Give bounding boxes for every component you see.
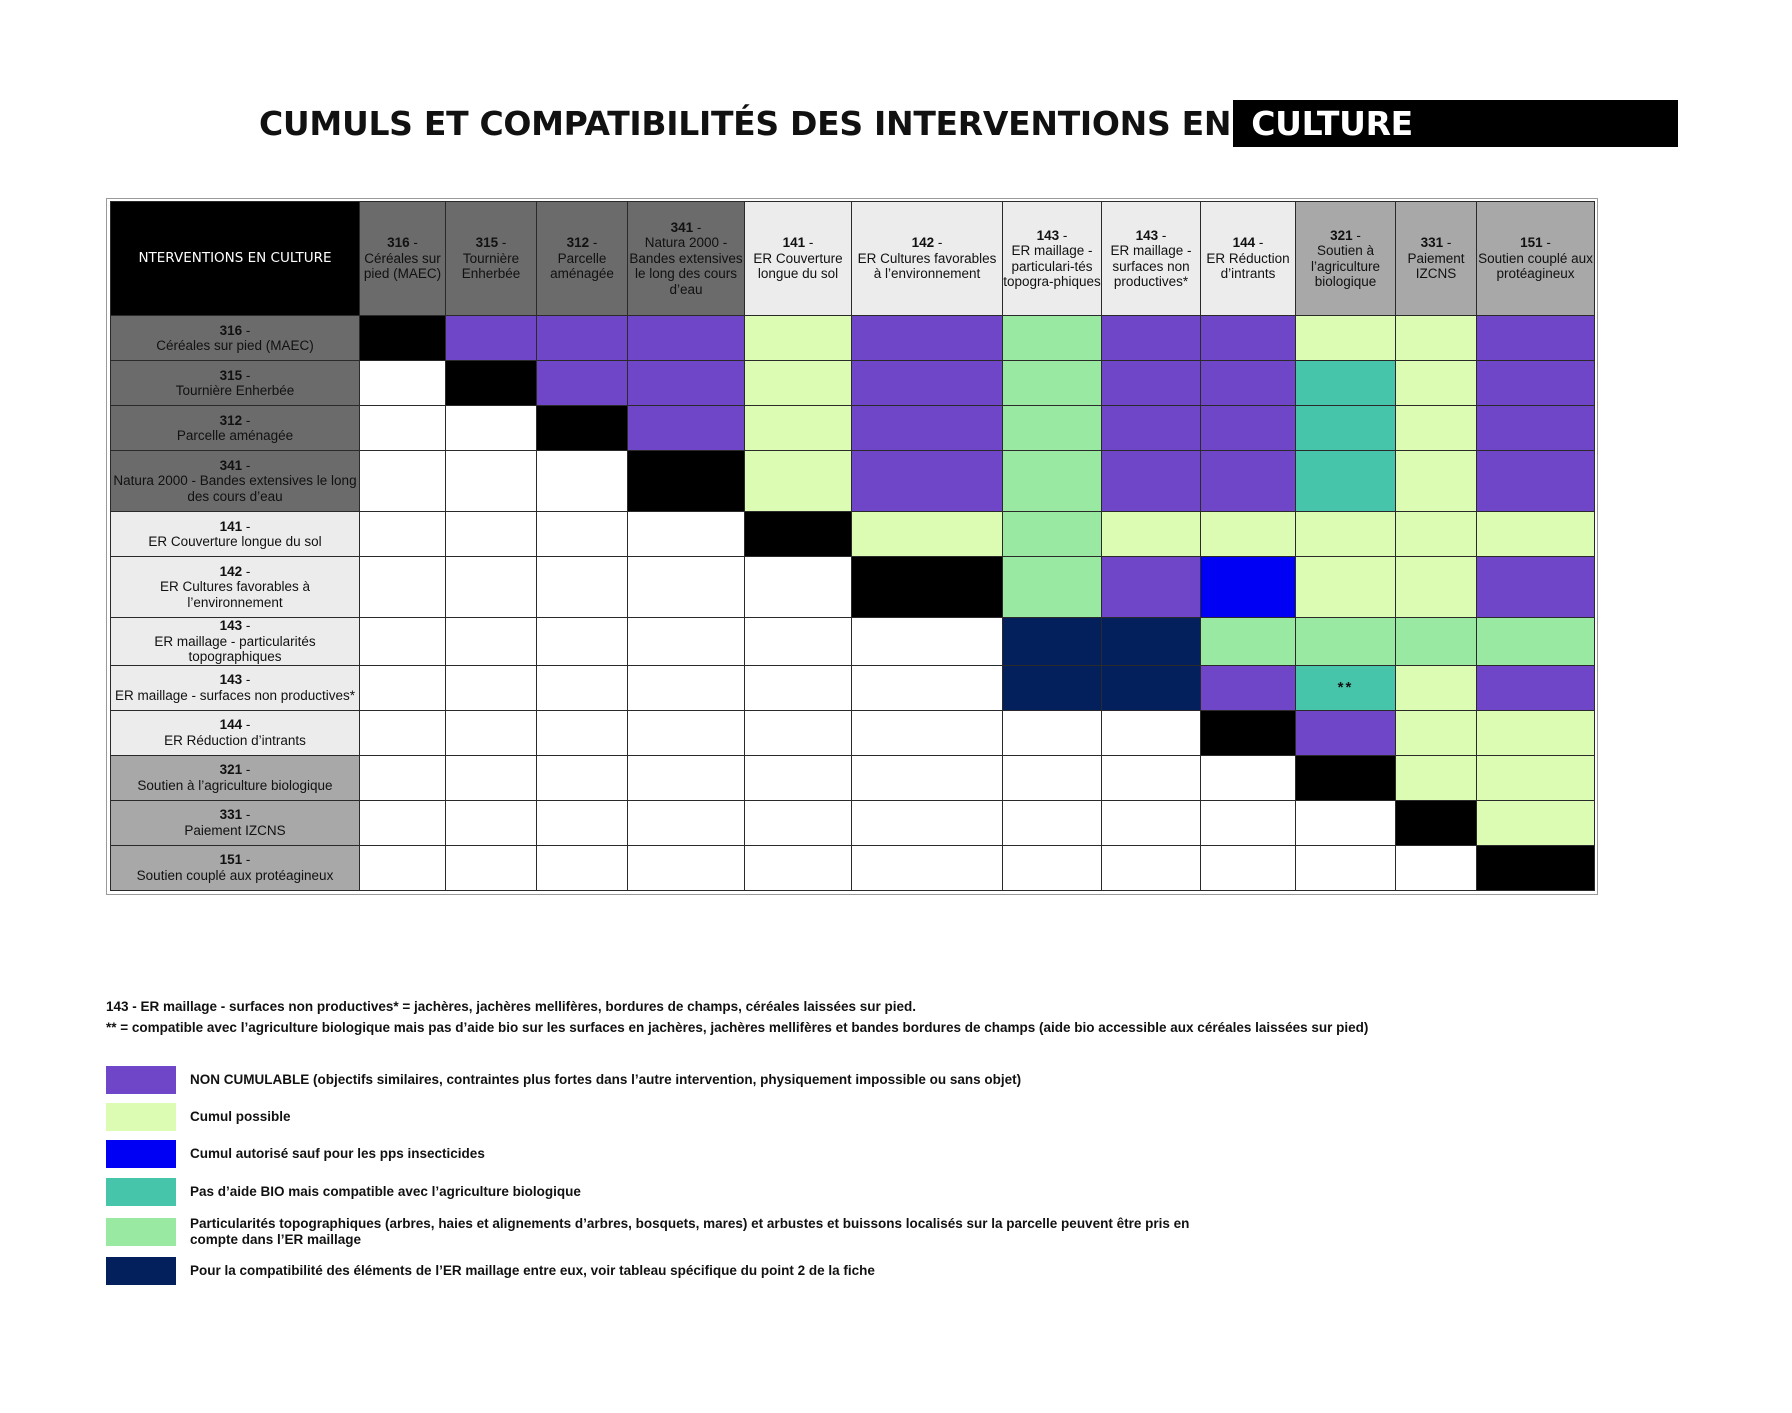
matrix-cell [745, 557, 852, 618]
matrix-cell [446, 316, 537, 361]
matrix-cell [745, 755, 852, 800]
matrix-cell [446, 557, 537, 618]
matrix-cell [1296, 512, 1396, 557]
legend-swatch [106, 1140, 176, 1168]
row-header [111, 618, 360, 666]
legend-swatch [106, 1066, 176, 1094]
matrix-cell [1477, 800, 1595, 845]
table-row [111, 557, 1595, 618]
legend-swatch [106, 1257, 176, 1285]
column-header [1201, 202, 1296, 316]
matrix-cell [1296, 451, 1396, 512]
row-label: Céréales sur pied (MAEC) [156, 338, 314, 353]
matrix-cell [446, 845, 537, 890]
column-header [446, 202, 537, 316]
matrix-cell [852, 618, 1003, 666]
matrix-cell [1296, 361, 1396, 406]
column-header [745, 202, 852, 316]
matrix-cell [1003, 710, 1102, 755]
column-label: ER maillage - particulari-tés topogra-phiques [1003, 243, 1101, 289]
row-header [111, 512, 360, 557]
row-separator: - [242, 762, 251, 777]
column-header [1102, 202, 1201, 316]
table-row [111, 800, 1595, 845]
legend-item [106, 1178, 1306, 1206]
matrix-cell [537, 512, 628, 557]
column-label: Soutien couplé aux protéagineux [1478, 250, 1593, 282]
column-code: 316 [387, 235, 410, 251]
matrix-cell [360, 665, 446, 710]
row-separator: - [242, 412, 251, 428]
row-separator: - [242, 322, 251, 338]
matrix-cell [1296, 406, 1396, 451]
matrix-cell [1477, 316, 1595, 361]
matrix-cell [537, 451, 628, 512]
row-label: ER Couverture longue du sol [148, 534, 322, 549]
matrix-cell [1102, 512, 1201, 557]
row-label: Paiement IZCNS [184, 822, 286, 838]
column-code: 144 [1232, 235, 1256, 251]
row-code: 143 [219, 672, 243, 687]
row-code: 144 [219, 717, 243, 732]
matrix-cell [852, 755, 1003, 800]
title-highlight: CULTURE [1233, 100, 1678, 147]
matrix-cell [1396, 557, 1477, 618]
matrix-cell [537, 618, 628, 666]
row-separator: - [242, 367, 251, 383]
legend-swatch [106, 1218, 176, 1246]
matrix-cell [1396, 361, 1477, 406]
row-separator: - [242, 852, 251, 867]
row-header [111, 316, 360, 361]
row-code: 142 [219, 563, 243, 579]
matrix-cell [1201, 361, 1296, 406]
matrix-cell [745, 512, 852, 557]
row-separator: - [242, 457, 251, 473]
column-separator: - [589, 235, 598, 251]
legend-text: Particularités topographiques (arbres, haies et alignements d’arbres, bosquets, mares) et arbustes et buissons localisés sur la parcelle peuvent être pris en compte dans l’ER maillage [190, 1216, 1190, 1247]
column-code: 143 [1135, 227, 1159, 243]
row-header [111, 406, 360, 451]
footnote-1: 143 - ER maillage - surfaces non productives* = jachères, jachères mellifères, bordures de champs, céréales laissées sur pied. [106, 999, 917, 1014]
matrix-cell [1201, 755, 1296, 800]
matrix-cell [1003, 845, 1102, 890]
matrix-cell [745, 800, 852, 845]
column-separator: - [498, 235, 507, 251]
matrix-cell [1477, 665, 1595, 710]
matrix-cell [745, 316, 852, 361]
matrix-cell [852, 845, 1003, 890]
legend-text: Cumul possible [190, 1109, 291, 1124]
compatibility-table [110, 201, 1595, 891]
matrix-cell [446, 361, 537, 406]
matrix-cell [1201, 316, 1296, 361]
matrix-cell [537, 406, 628, 451]
column-separator: - [1352, 227, 1361, 243]
matrix-cell [1296, 557, 1396, 618]
matrix-cell [1396, 800, 1477, 845]
row-code: 151 [219, 852, 243, 867]
table-body [111, 316, 1595, 891]
matrix-cell [1102, 361, 1201, 406]
matrix-cell [1201, 406, 1296, 451]
matrix-cell [1102, 316, 1201, 361]
legend-text: Pour la compatibilité des éléments de l’ER maillage entre eux, voir tableau spécifique du point 2 de la fiche [190, 1263, 875, 1278]
row-separator: - [242, 717, 251, 732]
matrix-cell [1296, 800, 1396, 845]
matrix-cell [1477, 755, 1595, 800]
row-code: 341 [219, 457, 243, 473]
column-label: Natura 2000 - Bandes extensives le long des cours d’eau [629, 235, 743, 297]
header-row [111, 202, 1595, 316]
column-code: 321 [1330, 227, 1353, 243]
table-row [111, 361, 1595, 406]
matrix-cell [1003, 800, 1102, 845]
matrix-cell [745, 845, 852, 890]
row-separator: - [242, 807, 251, 822]
matrix-cell [852, 512, 1003, 557]
matrix-cell [1102, 755, 1201, 800]
matrix-cell [1477, 512, 1595, 557]
row-label: Tournière Enherbée [175, 383, 295, 398]
matrix-cell [446, 800, 537, 845]
matrix-cell [1396, 618, 1477, 666]
matrix-cell [1477, 710, 1595, 755]
matrix-cell [360, 406, 446, 451]
matrix-cell [745, 451, 852, 512]
matrix-cell [745, 618, 852, 666]
row-label: ER maillage - particularités topographiques [154, 633, 316, 664]
table-row [111, 406, 1595, 451]
matrix-cell [360, 800, 446, 845]
matrix-cell [360, 618, 446, 666]
matrix-cell [1003, 618, 1102, 666]
matrix-cell [1003, 665, 1102, 710]
row-header [111, 710, 360, 755]
legend-text: NON CUMULABLE (objectifs similaires, contraintes plus fortes dans l’autre intervention, physiquement impossible ou sans objet) [190, 1072, 1022, 1087]
page-title [259, 100, 1678, 147]
matrix-cell [1201, 451, 1296, 512]
matrix-cell [1477, 557, 1595, 618]
matrix-cell [446, 665, 537, 710]
row-header [111, 755, 360, 800]
legend-item [106, 1257, 1306, 1285]
title-main: CUMULS ET COMPATIBILITÉS DES INTERVENTIONS EN [259, 104, 1232, 143]
row-label: ER maillage - surfaces non productives* [114, 687, 356, 703]
matrix-cell [628, 845, 745, 890]
column-separator: - [409, 235, 418, 251]
matrix-cell [446, 618, 537, 666]
column-code: 331 [1420, 235, 1444, 251]
column-code: 312 [566, 235, 590, 251]
matrix-cell [1396, 316, 1477, 361]
matrix-cell [628, 316, 745, 361]
matrix-cell [1102, 406, 1201, 451]
matrix-cell [1477, 618, 1595, 666]
matrix-cell [628, 618, 745, 666]
row-header [111, 451, 360, 512]
row-separator: - [242, 618, 251, 633]
row-code: 312 [219, 412, 243, 428]
matrix-cell [1201, 618, 1296, 666]
row-code: 143 [219, 618, 243, 633]
matrix-cell [1102, 800, 1201, 845]
matrix-cell [1201, 665, 1296, 710]
matrix-cell [446, 755, 537, 800]
row-label: Soutien à l’agriculture biologique [137, 777, 333, 793]
footnotes [106, 996, 1368, 1038]
matrix-cell [1102, 845, 1201, 890]
table-row [111, 755, 1595, 800]
column-separator: - [1542, 235, 1551, 251]
matrix-cell [1003, 361, 1102, 406]
matrix-cell [1396, 451, 1477, 512]
matrix-cell [1396, 845, 1477, 890]
matrix-cell [1477, 451, 1595, 512]
matrix-cell [360, 755, 446, 800]
row-separator: - [242, 563, 251, 579]
matrix-cell [537, 316, 628, 361]
matrix-cell [1296, 755, 1396, 800]
matrix-cell [360, 316, 446, 361]
column-code: 315 [475, 235, 499, 251]
matrix-cell [628, 361, 745, 406]
matrix-cell [1102, 710, 1201, 755]
matrix-cell [1201, 512, 1296, 557]
table-row [111, 451, 1595, 512]
matrix-cell [1296, 316, 1396, 361]
row-header [111, 800, 360, 845]
matrix-cell [852, 361, 1003, 406]
matrix-cell [360, 451, 446, 512]
column-label: Tournière Enherbée [461, 250, 521, 282]
matrix-cell [1201, 800, 1296, 845]
matrix-cell [1396, 755, 1477, 800]
matrix-cell [537, 361, 628, 406]
matrix-cell [446, 451, 537, 512]
column-code: 141 [782, 235, 806, 251]
footnote-2: ** = compatible avec l’agriculture biologique mais pas d’aide bio sur les surfaces en jachères, jachères mellifères et bandes bordures de champs (aide bio accessible aux céréales laissées sur pied) [106, 1020, 1369, 1035]
matrix-cell [1003, 512, 1102, 557]
table-row [111, 665, 1595, 710]
legend-text: Pas d’aide BIO mais compatible avec l’agriculture biologique [190, 1184, 581, 1199]
row-label: Parcelle aménagée [176, 428, 294, 443]
matrix-cell [628, 451, 745, 512]
table-row [111, 512, 1595, 557]
table-row [111, 618, 1595, 666]
matrix-cell [1296, 665, 1396, 710]
row-separator: - [242, 518, 251, 534]
matrix-cell [852, 800, 1003, 845]
matrix-cell [852, 710, 1003, 755]
matrix-cell [1296, 845, 1396, 890]
matrix-cell [446, 710, 537, 755]
column-label: ER Réduction d’intrants [1206, 250, 1290, 282]
matrix-cell [1003, 451, 1102, 512]
row-code: 331 [219, 807, 243, 822]
matrix-cell [1296, 710, 1396, 755]
row-header [111, 665, 360, 710]
matrix-cell [852, 557, 1003, 618]
matrix-cell [1102, 665, 1201, 710]
row-label: ER Réduction d’intrants [164, 732, 306, 748]
matrix-cell [360, 361, 446, 406]
matrix-cell [1003, 316, 1102, 361]
column-separator: - [934, 235, 943, 251]
column-label: Parcelle aménagée [550, 250, 614, 282]
matrix-cell [1396, 710, 1477, 755]
matrix-cell [1296, 618, 1396, 666]
column-separator: - [1443, 235, 1452, 251]
matrix-cell [1102, 557, 1201, 618]
column-header [1396, 202, 1477, 316]
column-label: Céréales sur pied (MAEC) [363, 250, 442, 282]
column-code: 341 [670, 219, 694, 235]
column-label: Soutien à l’agriculture biologique [1310, 243, 1381, 289]
column-code: 142 [911, 235, 935, 251]
matrix-cell [360, 710, 446, 755]
matrix-cell [446, 512, 537, 557]
column-header [628, 202, 745, 316]
legend-item [106, 1140, 1306, 1168]
column-header [1296, 202, 1396, 316]
matrix-cell [1003, 557, 1102, 618]
matrix-cell [852, 406, 1003, 451]
row-code: 316 [219, 322, 243, 338]
legend-item [106, 1103, 1306, 1131]
row-code: 321 [219, 762, 243, 777]
matrix-cell [628, 800, 745, 845]
matrix-cell [537, 755, 628, 800]
column-separator: - [805, 235, 814, 251]
matrix-cell [628, 710, 745, 755]
matrix-cell [628, 406, 745, 451]
matrix-cell [1477, 361, 1595, 406]
matrix-cell [1201, 710, 1296, 755]
legend-item [106, 1216, 1306, 1248]
matrix-cell [360, 512, 446, 557]
matrix-cell [446, 406, 537, 451]
matrix-cell [360, 845, 446, 890]
matrix-cell [537, 845, 628, 890]
legend-text: Cumul autorisé sauf pour les pps insecticides [190, 1146, 485, 1161]
column-header [1477, 202, 1595, 316]
column-code: 143 [1036, 227, 1060, 243]
column-label: ER Couverture longue du sol [753, 250, 843, 282]
matrix-cell [1102, 451, 1201, 512]
table-row [111, 316, 1595, 361]
legend-swatch [106, 1178, 176, 1206]
column-code: 151 [1520, 235, 1543, 251]
row-code: 141 [219, 518, 243, 534]
matrix-cell [1201, 845, 1296, 890]
table-row [111, 710, 1595, 755]
row-code: 315 [219, 367, 243, 383]
matrix-cell [745, 665, 852, 710]
matrix-cell [745, 710, 852, 755]
column-header [537, 202, 628, 316]
row-header [111, 361, 360, 406]
column-label: ER maillage - surfaces non productives* [1110, 243, 1192, 289]
row-label: Natura 2000 - Bandes extensives le long des cours d’eau [113, 473, 357, 504]
column-separator: - [693, 219, 702, 235]
matrix-cell [1396, 406, 1477, 451]
special-mark: ** [1337, 678, 1354, 696]
matrix-cell [628, 665, 745, 710]
matrix-cell [537, 710, 628, 755]
matrix-cell [1003, 755, 1102, 800]
row-separator: - [242, 672, 251, 687]
matrix-cell [628, 755, 745, 800]
column-separator: - [1158, 227, 1167, 243]
matrix-cell [1477, 845, 1595, 890]
matrix-cell [745, 406, 852, 451]
matrix-cell [537, 665, 628, 710]
matrix-cell [537, 557, 628, 618]
matrix-cell [852, 451, 1003, 512]
column-header [360, 202, 446, 316]
matrix-cell [360, 557, 446, 618]
row-header [111, 845, 360, 890]
row-header [111, 557, 360, 618]
matrix-cell [1003, 406, 1102, 451]
table-row [111, 845, 1595, 890]
matrix-cell [537, 800, 628, 845]
column-header [852, 202, 1003, 316]
matrix-cell [1201, 557, 1296, 618]
matrix-cell [628, 512, 745, 557]
row-label: Soutien couplé aux protéagineux [136, 867, 334, 883]
column-separator: - [1255, 235, 1264, 251]
matrix-cell [1102, 618, 1201, 666]
column-separator: - [1059, 227, 1068, 243]
matrix-cell [1396, 512, 1477, 557]
row-label: ER Cultures favorables à l’environnement [159, 579, 311, 610]
column-label: Paiement IZCNS [1407, 250, 1465, 282]
matrix-cell [628, 557, 745, 618]
matrix-cell [745, 361, 852, 406]
column-header [1003, 202, 1102, 316]
corner-header: NTERVENTIONS EN CULTURE [111, 202, 360, 316]
matrix-cell [852, 665, 1003, 710]
matrix-cell [1477, 406, 1595, 451]
legend-swatch [106, 1103, 176, 1131]
legend-item [106, 1066, 1306, 1094]
matrix-cell [1396, 665, 1477, 710]
column-label: ER Cultures favorables à l’environnement [857, 250, 997, 282]
matrix-cell [852, 316, 1003, 361]
